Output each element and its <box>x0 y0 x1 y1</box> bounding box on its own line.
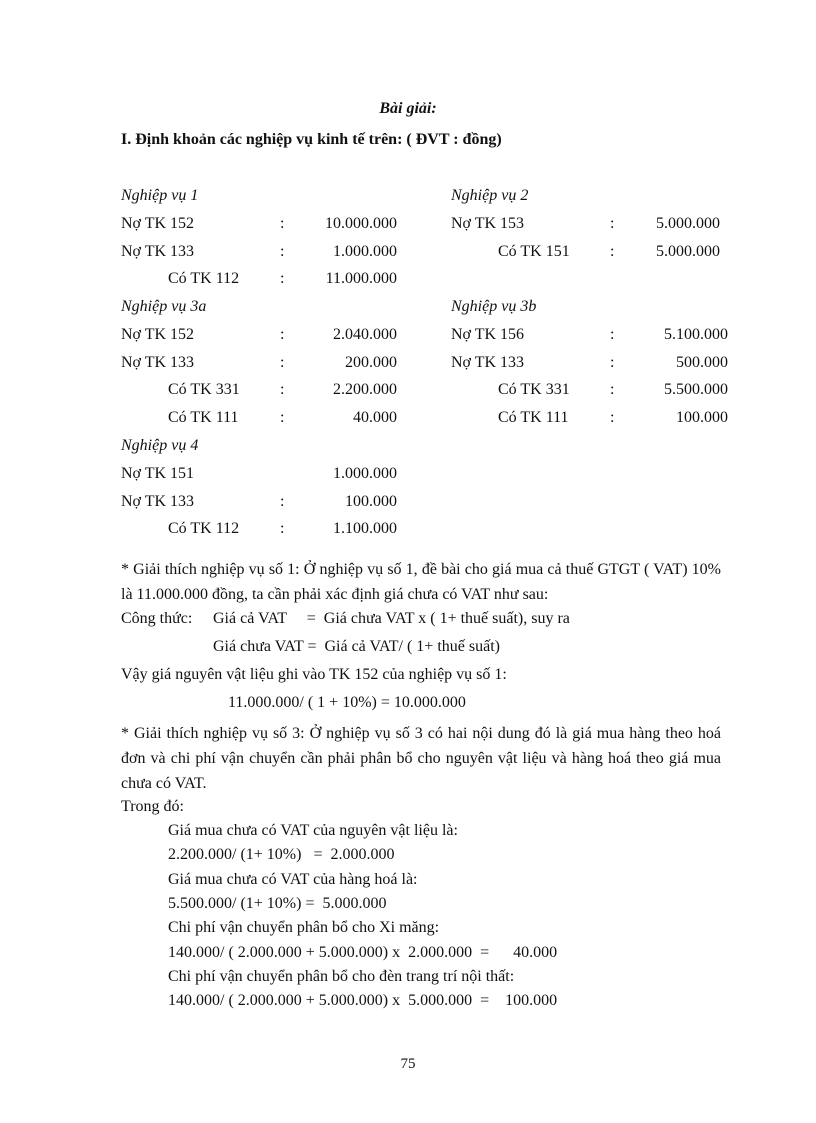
entry-account: Nợ TK 133 <box>121 242 195 260</box>
entry-amount: 2.040.000 <box>333 325 397 343</box>
calc-line: 11.000.000/ ( 1 + 10%) = 10.000.000 <box>228 694 466 711</box>
entry-title-nv3b: Nghiệp vụ 3b <box>451 298 537 315</box>
entry-account: Nợ TK 133 <box>121 353 195 371</box>
section-heading: I. Định khoản các nghiệp vụ kinh tế trên: ( ĐVT : đồng) <box>121 131 502 148</box>
entry-amount: 500.000 <box>676 353 728 371</box>
conclusion-text: Vậy giá nguyên vật liệu ghi vào TK 152 của nghiệp vụ số 1: <box>121 666 507 683</box>
entry-amount: 200.000 <box>345 353 397 371</box>
entry-title-nv1: Nghiệp vụ 1 <box>121 187 199 204</box>
entry-title-nv4: Nghiệp vụ 4 <box>121 437 199 454</box>
entry-colon: : <box>610 325 615 343</box>
entry-amount: 40.000 <box>353 409 397 427</box>
entry-colon: : <box>610 409 615 427</box>
explain3-line: 5.500.000/ (1+ 10%) = 5.000.000 <box>168 894 387 912</box>
entry-account: Nợ TK 152 <box>121 325 195 343</box>
explain3-line: Giá mua chưa có VAT của nguyên vật liệu là: <box>168 822 458 839</box>
entry-account: Có TK 111 <box>498 409 569 427</box>
entry-account: Có TK 112 <box>168 270 240 288</box>
formula-label: Công thức: <box>121 610 193 627</box>
entry-amount: 5.000.000 <box>656 242 720 260</box>
entry-colon: : <box>280 520 285 538</box>
entry-colon: : <box>610 242 615 260</box>
solution-title: Bài giải: <box>379 100 437 117</box>
entry-amount: 100.000 <box>345 492 397 510</box>
entry-amount: 10.000.000 <box>325 214 397 232</box>
entry-colon: : <box>610 381 615 399</box>
entry-account: Có TK 151 <box>498 242 570 260</box>
entry-amount: 100.000 <box>676 409 728 427</box>
entry-account: Nợ TK 156 <box>451 325 525 343</box>
explain3-line: 140.000/ ( 2.000.000 + 5.000.000) x 2.000.000 = 40.000 <box>168 943 558 961</box>
explain3-line: Giá mua chưa có VAT của hàng hoá là: <box>168 870 418 888</box>
entry-amount: 5.100.000 <box>664 325 728 343</box>
entry-title-nv3a: Nghiệp vụ 3a <box>121 298 207 315</box>
explain3-line: 140.000/ ( 2.000.000 + 5.000.000) x 5.000.000 = 100.000 <box>168 992 558 1010</box>
explain3-paragraph: * Giải thích nghiệp vụ số 3: Ở nghiệp vụ số 3 có hai nội dung đó là giá mua hàng theo hoá đơn và chi phí vận chuyển cần phải phân bổ cho nguyên vật liệu và hàng hoá theo giá mua chưa có VAT. <box>121 725 721 792</box>
entry-colon: : <box>280 325 285 343</box>
entry-account: Có TK 111 <box>168 409 239 427</box>
formula-line-2: Giá chưa VAT = Giá cả VAT/ ( 1+ thuế suất) <box>213 638 500 655</box>
entry-account: Nợ TK 133 <box>451 353 525 371</box>
entry-amount: 1.100.000 <box>333 520 397 538</box>
entry-account: Nợ TK 151 <box>121 464 195 482</box>
entry-amount: 1.000.000 <box>333 242 397 260</box>
explain3-line: Chi phí vận chuyển phân bổ cho Xi măng: <box>168 919 440 937</box>
entry-account: Có TK 331 <box>168 381 240 399</box>
explain1-paragraph: * Giải thích nghiệp vụ số 1: Ở nghiệp vụ số 1, đề bài cho giá mua cả thuế GTGT ( VAT) 10% là 11.000.000 đồng, ta cần phải xác định giá chưa có VAT như sau: <box>121 561 721 603</box>
entry-colon: : <box>280 242 285 260</box>
explain3-line: 2.200.000/ (1+ 10%) = 2.000.000 <box>168 846 395 864</box>
explain3-line: Chi phí vận chuyển phân bổ cho đèn trang trí nội thất: <box>168 967 515 985</box>
entry-account: Có TK 331 <box>498 381 570 399</box>
entry-colon: : <box>280 492 285 510</box>
entry-colon: : <box>280 353 285 371</box>
entry-colon: : <box>280 409 285 427</box>
entry-account: Nợ TK 133 <box>121 492 195 510</box>
entry-colon: : <box>280 270 285 288</box>
entry-account: Có TK 112 <box>168 520 240 538</box>
entry-account: Nợ TK 153 <box>451 214 525 232</box>
entry-account: Nợ TK 152 <box>121 214 195 232</box>
entry-colon: : <box>280 214 285 232</box>
entry-amount: 1.000.000 <box>333 464 397 482</box>
entry-colon: : <box>280 381 285 399</box>
formula-line-1: Giá cả VAT = Giá chưa VAT x ( 1+ thuế suất), suy ra <box>213 610 570 627</box>
entry-amount: 5.500.000 <box>664 381 728 399</box>
entry-colon: : <box>610 214 615 232</box>
entry-colon: : <box>610 353 615 371</box>
trong-do-label: Trong đó: <box>121 798 184 815</box>
page-number: 75 <box>400 1056 416 1072</box>
entry-amount: 2.200.000 <box>333 381 397 399</box>
entry-amount: 11.000.000 <box>325 270 397 288</box>
entry-amount: 5.000.000 <box>656 214 720 232</box>
entry-title-nv2: Nghiệp vụ 2 <box>451 187 529 204</box>
